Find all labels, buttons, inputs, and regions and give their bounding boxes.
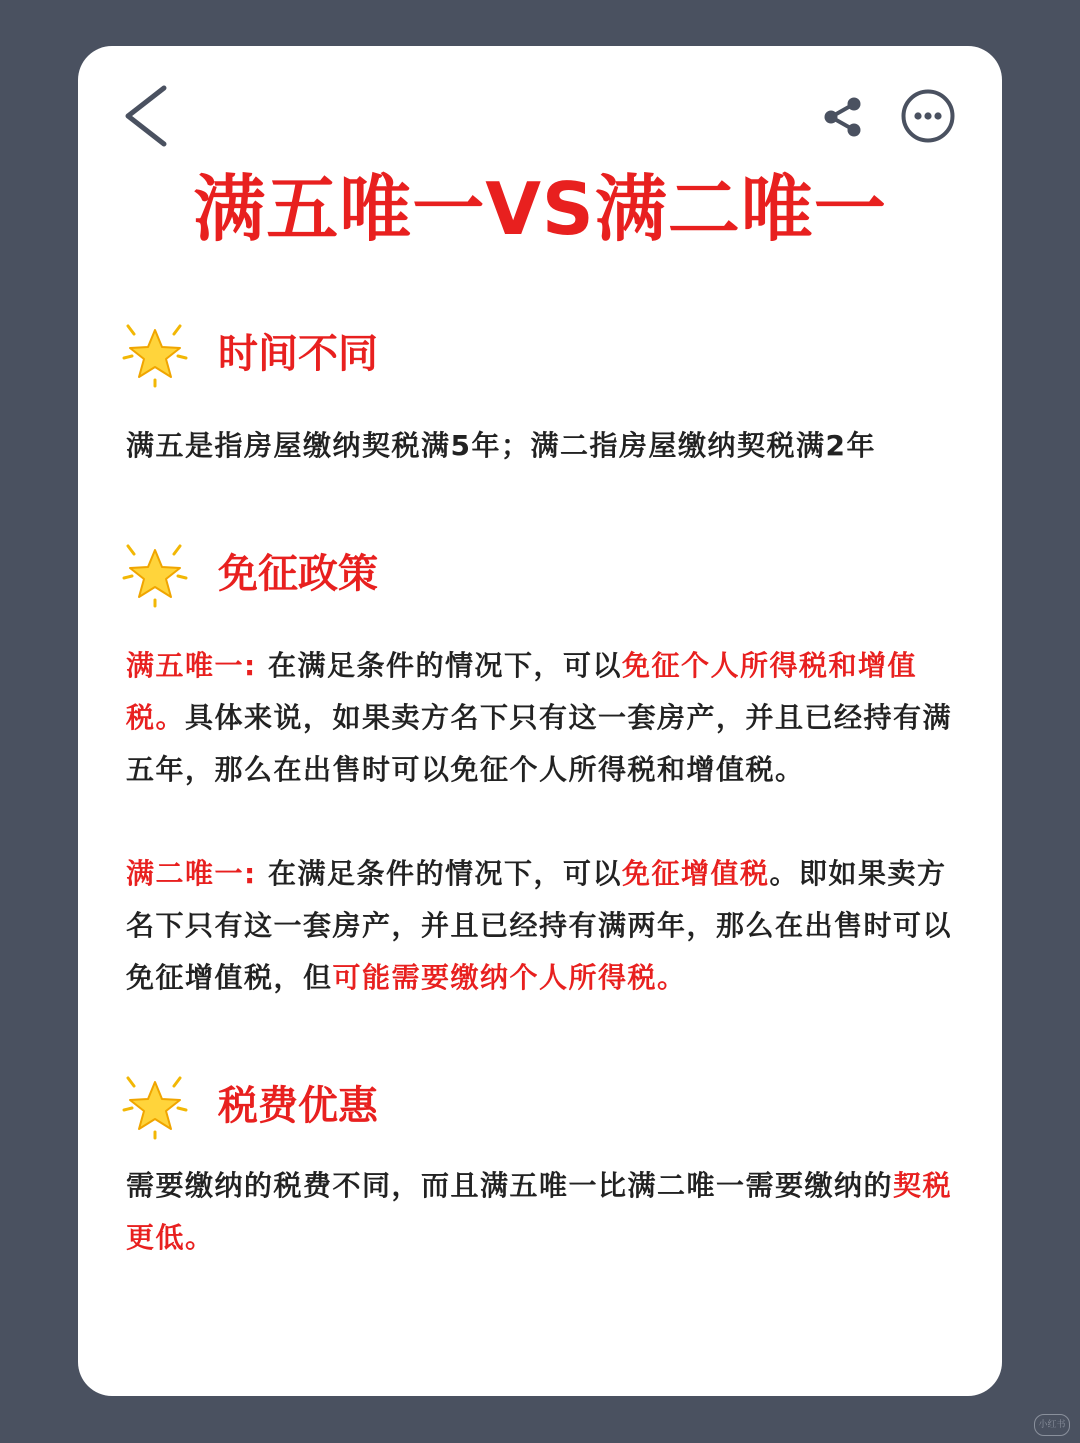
- paragraph-text: 。即如果卖方名下只有这一套房产，并且已经持有满两年，那么在出售时可以免征增值税，但: [126, 857, 953, 994]
- section-title: 税费优惠: [218, 1083, 378, 1129]
- share-icon: [820, 94, 866, 140]
- star-icon: [122, 1074, 188, 1140]
- section-title: 免征政策: [218, 551, 378, 597]
- section-title: 时间不同: [218, 331, 378, 377]
- paragraph-tax: [126, 1160, 962, 1264]
- watermark-badge: 小红书: [1034, 1414, 1070, 1436]
- back-button[interactable]: [120, 82, 174, 150]
- paragraph-text: 满五是指房屋缴纳契税满5年；满二指房屋缴纳契税满2年: [126, 429, 876, 462]
- paragraph-text: 在满足条件的情况下，可以: [256, 857, 622, 890]
- paragraph-highlight: 免征增值税: [621, 857, 770, 890]
- more-options-button[interactable]: [900, 88, 956, 144]
- paragraph-five-year: [126, 640, 962, 796]
- paragraph-highlight: 契税更低。: [126, 1169, 953, 1254]
- paragraph-label: 满二唯一:: [126, 857, 257, 890]
- paragraph-highlight: 免征个人所得税和增值税。: [126, 649, 917, 734]
- paragraph-label: 满五唯一:: [126, 649, 257, 682]
- content-card: [78, 46, 1002, 1396]
- chevron-left-icon: [120, 82, 174, 150]
- star-icon: [122, 322, 188, 388]
- more-dots-icon: [900, 88, 956, 144]
- paragraph-text: 具体来说，如果卖方名下只有这一套房产，并且已经持有满五年，那么在出售时可以免征个人所得税和增值税。: [126, 701, 953, 786]
- page-title: 满五唯一VS满二唯一: [193, 167, 887, 251]
- star-icon: [122, 542, 188, 608]
- paragraph-time: [126, 420, 962, 472]
- paragraph-text: 在满足条件的情况下，可以: [256, 649, 622, 682]
- paragraph-text: 需要缴纳的税费不同，而且满五唯一比满二唯一需要缴纳的: [126, 1169, 894, 1202]
- share-button[interactable]: [820, 94, 866, 140]
- paragraph-two-year: [126, 848, 962, 1004]
- paragraph-highlight: 可能需要缴纳个人所得税。: [332, 961, 687, 994]
